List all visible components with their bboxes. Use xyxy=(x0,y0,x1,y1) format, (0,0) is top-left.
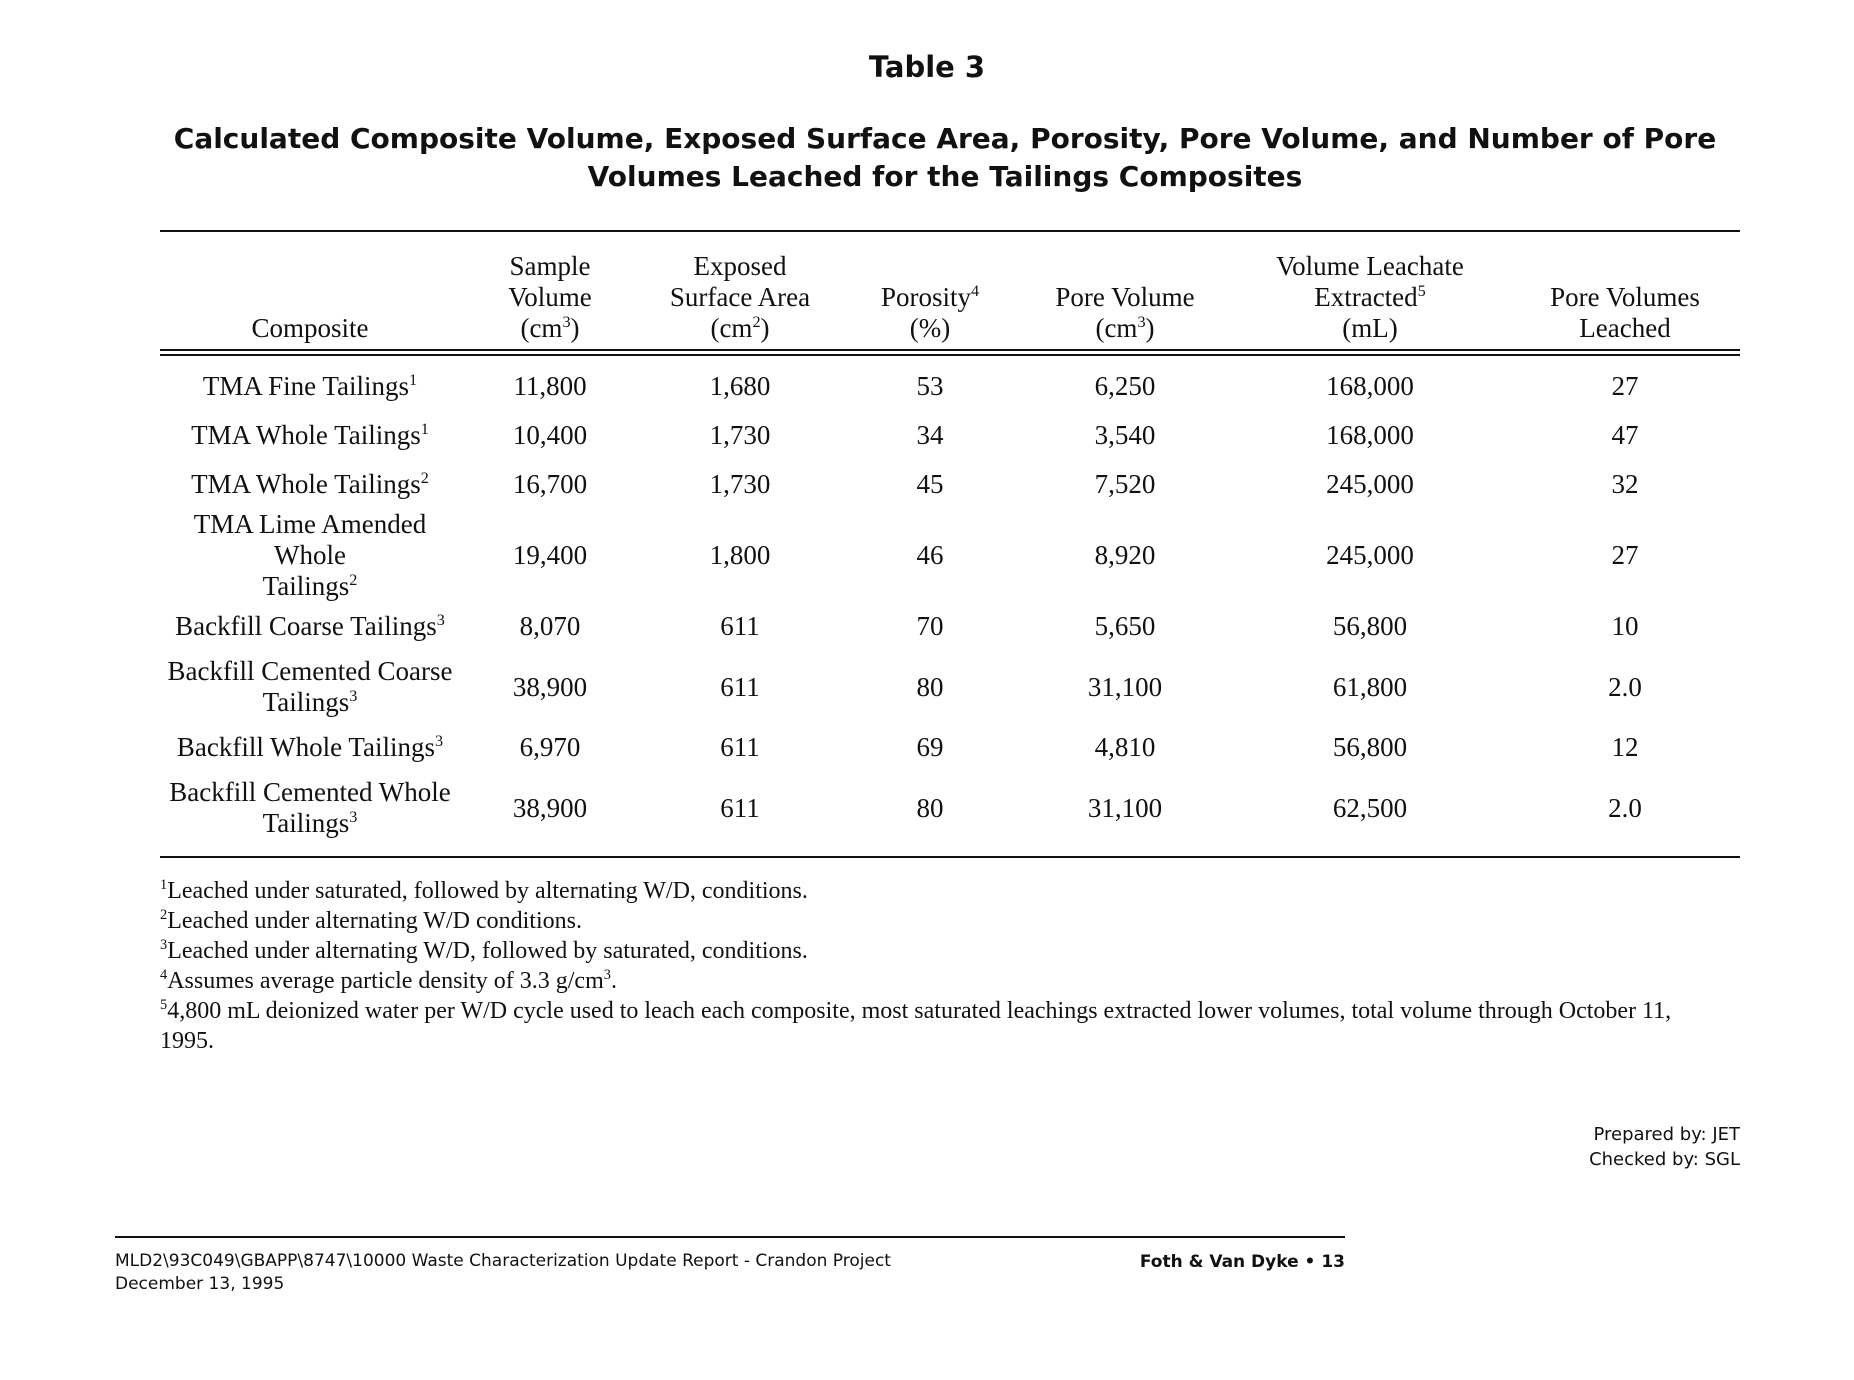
preparer-block xyxy=(1500,1122,1740,1172)
sample-volume-cell: 38,900 xyxy=(512,671,588,702)
table-row xyxy=(160,460,1740,509)
table-row xyxy=(160,411,1740,460)
footnotes xyxy=(160,876,1720,1056)
col-header-porosity: Porosity$^4$ (%) xyxy=(880,282,980,343)
composite-cell: Backfill Whole Tailings$^3$ xyxy=(176,732,444,762)
pore-volumes-leached-cell: 27 xyxy=(1611,371,1639,401)
table-caption: Calculated Composite Volume, Exposed Surface Area, Porosity, Pore Volume, and Number of Pore Volumes Leached for the Tailings Composites xyxy=(173,122,1717,193)
bottom-rule xyxy=(160,856,1740,858)
surface-area-cell: 1,730 xyxy=(709,469,771,499)
pore-volumes-leached-cell: 12 xyxy=(1611,732,1639,762)
leachate-cell: 62,500 xyxy=(1332,792,1408,823)
leachate-cell: 245,000 xyxy=(1326,469,1414,499)
prepared-by: Prepared by: JET xyxy=(1593,1124,1740,1145)
checked-by: Checked by: SGL xyxy=(1589,1149,1740,1170)
footnote: $^1$Leached under saturated, followed by alternating W/D, conditions. xyxy=(160,877,808,904)
composite-cell: TMA Fine Tailings$^1$ xyxy=(202,371,418,401)
leachate-cell: 245,000 xyxy=(1326,540,1414,570)
porosity-cell: 80 xyxy=(916,671,944,702)
sample-volume-cell: 8,070 xyxy=(519,611,581,641)
col-header-pore-volumes-leached: Pore Volumes Leached xyxy=(1550,282,1700,343)
pore-volumes-leached-cell: 2.0 xyxy=(1608,792,1642,823)
pore-volume-cell: 6,250 xyxy=(1094,371,1156,401)
surface-area-cell: 611 xyxy=(720,671,760,702)
sample-volume-cell: 19,400 xyxy=(512,540,588,570)
footer-date: December 13, 1995 xyxy=(115,1274,285,1294)
pore-volume-cell: 31,100 xyxy=(1087,671,1163,702)
surface-area-cell: 1,680 xyxy=(709,371,771,401)
composite-cell: TMA Whole Tailings$^2$ xyxy=(191,469,429,499)
pore-volumes-leached-cell: 27 xyxy=(1611,540,1639,570)
composite-cell: Backfill Cemented Coarse Tailings$^3$ xyxy=(167,656,453,717)
col-header-sample-volume: Sample Volume $(cm^3)$ xyxy=(508,251,592,343)
leachate-cell: 56,800 xyxy=(1332,732,1408,762)
footer-left xyxy=(115,1250,1015,1296)
footnote: $^4$Assumes average particle density of 3.3 $g/cm^3$. xyxy=(160,967,617,994)
table-row xyxy=(160,651,1740,723)
sample-volume-cell: 11,800 xyxy=(513,371,587,401)
pore-volume-cell: 8,920 xyxy=(1094,540,1156,570)
composite-cell: Backfill Coarse Tailings$^3$ xyxy=(175,611,445,641)
footer-company-page: Foth & Van Dyke • 13 xyxy=(1139,1252,1345,1272)
table-row xyxy=(160,772,1740,844)
sample-volume-cell: 10,400 xyxy=(512,420,588,450)
col-header-composite: Composite xyxy=(251,313,369,343)
footnote: $^5$4,800 mL deionized water per W/D cycle used to leach each composite, most saturated leachings extracted lower volumes, total volume through October 11, 1995. xyxy=(160,997,1672,1054)
col-header-pore-volume: Pore Volume $(cm^3)$ xyxy=(1055,282,1195,343)
header-row xyxy=(160,232,1740,350)
pore-volumes-leached-cell: 2.0 xyxy=(1608,671,1642,702)
table-row xyxy=(160,723,1740,772)
sample-volume-cell: 16,700 xyxy=(512,469,588,499)
pore-volume-cell: 7,520 xyxy=(1094,469,1156,499)
pore-volumes-leached-cell: 10 xyxy=(1611,611,1639,641)
footer-path: MLD2\93C049\GBAPP\8747\10000 Waste Characterization Update Report - Crandon Project xyxy=(115,1251,891,1271)
pore-volume-cell: 4,810 xyxy=(1094,732,1156,762)
table-title: Table 3 xyxy=(868,50,986,84)
col-header-surface-area: Exposed Surface Area $(cm^2)$ xyxy=(669,251,811,343)
sample-volume-cell: 6,970 xyxy=(519,732,581,762)
composite-cell: Backfill Cemented Whole Tailings$^3$ xyxy=(169,777,451,838)
header-double-rule-bottom xyxy=(160,354,1740,356)
pore-volume-cell: 3,540 xyxy=(1094,420,1156,450)
col-header-leachate: Volume Leachate Extracted$^5$ (mL) xyxy=(1276,251,1464,343)
footer-rule xyxy=(115,1236,1345,1238)
leachate-cell: 56,800 xyxy=(1332,611,1408,641)
porosity-cell: 46 xyxy=(916,540,944,570)
footnote: $^3$Leached under alternating W/D, followed by saturated, conditions. xyxy=(160,937,808,964)
header-double-rule-top xyxy=(160,349,1740,351)
composite-cell: TMA Whole Tailings$^1$ xyxy=(191,420,429,450)
sample-volume-cell: 38,900 xyxy=(512,792,588,823)
footnote: $^2$Leached under alternating W/D conditions. xyxy=(160,907,582,934)
pore-volume-cell: 31,100 xyxy=(1087,792,1163,823)
leachate-cell: 168,000 xyxy=(1326,420,1414,450)
leachate-cell: 168,000 xyxy=(1326,371,1414,401)
surface-area-cell: 611 xyxy=(720,792,760,823)
table-row xyxy=(160,509,1740,602)
table-row xyxy=(160,602,1740,651)
porosity-cell: 70 xyxy=(916,611,944,641)
pore-volumes-leached-cell: 32 xyxy=(1611,469,1639,499)
surface-area-cell: 1,730 xyxy=(709,420,771,450)
porosity-cell: 45 xyxy=(916,469,944,499)
data-table xyxy=(160,232,1740,844)
table-row xyxy=(160,350,1740,411)
porosity-cell: 53 xyxy=(916,371,944,401)
composite-cell: TMA Lime Amended Whole Tailings$^2$ xyxy=(193,509,427,601)
surface-area-cell: 1,800 xyxy=(709,540,771,570)
porosity-cell: 34 xyxy=(916,420,944,450)
pore-volume-cell: 5,650 xyxy=(1094,611,1156,641)
surface-area-cell: 611 xyxy=(720,732,760,762)
porosity-cell: 69 xyxy=(916,732,944,762)
porosity-cell: 80 xyxy=(916,792,944,823)
surface-area-cell: 611 xyxy=(720,611,760,641)
leachate-cell: 61,800 xyxy=(1332,671,1408,702)
pore-volumes-leached-cell: 47 xyxy=(1611,420,1639,450)
